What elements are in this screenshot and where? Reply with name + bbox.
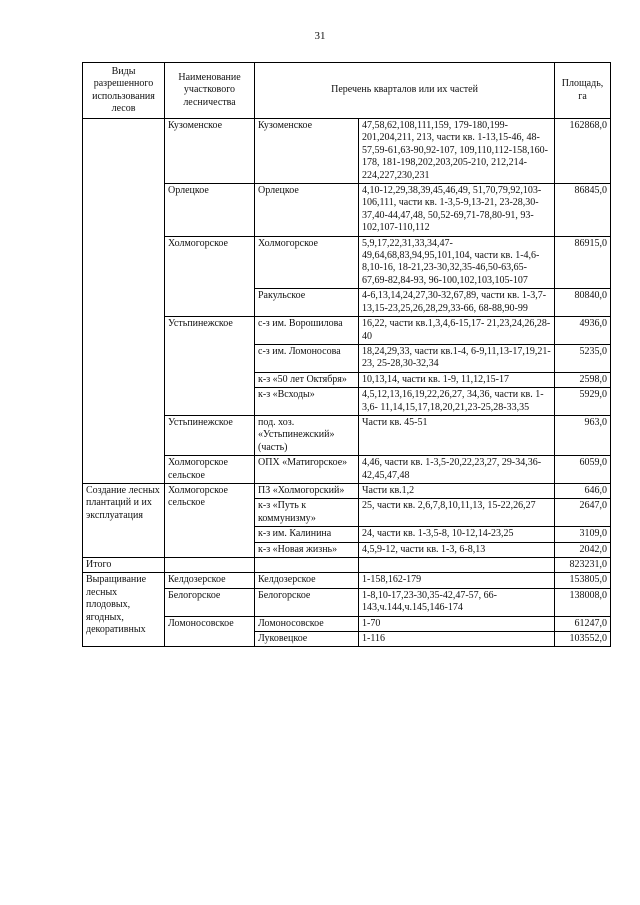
quarters-cell: 24, части кв. 1-3,5-8, 10-12,14-23,25 <box>359 527 555 542</box>
sub-forestry-cell: Ломоносовское <box>255 616 359 631</box>
total-area: 823231,0 <box>555 558 611 573</box>
sub-forestry-cell: под. хоз. «Устьпинежский» (часть) <box>255 415 359 455</box>
forestry-cell: Келдозерское <box>165 573 255 588</box>
area-cell: 86915,0 <box>555 236 611 289</box>
quarters-cell: 47,58,62,108,111,159, 179-180,199-201,204,211, 213, части кв. 1-13,15-46, 48-57,59-61,63-90,92-107, 109,110,112-158,160-178, 181-198,202,203,205-210, 212,214-224,227,230,231 <box>359 119 555 184</box>
quarters-cell: 1-158,162-179 <box>359 573 555 588</box>
table-row <box>83 573 611 588</box>
quarters-cell: 4,46, части кв. 1-3,5-20,22,23,27, 29-34,36-42,45,47,48 <box>359 456 555 484</box>
sub-forestry-cell: к-з им. Калинина <box>255 527 359 542</box>
area-cell: 2042,0 <box>555 542 611 557</box>
forestry-cell: Орлецкое <box>165 184 255 237</box>
forestry-cell: Ломоносовское <box>165 616 255 647</box>
sub-forestry-cell: к-з «50 лет Октября» <box>255 372 359 387</box>
forestry-cell: Холмогорское сельское <box>165 456 255 484</box>
quarters-cell: Части кв. 45-51 <box>359 415 555 455</box>
forestry-cell: Холмогорское сельское <box>165 483 255 557</box>
area-cell: 4936,0 <box>555 317 611 345</box>
quarters-cell: 18,24,29,33, части кв.1-4, 6-9,11,13-17,19,21-23, 25-28,30-32,34 <box>359 344 555 372</box>
header-area: Площадь, га <box>555 63 611 119</box>
header-forestry: Наименование участкового лесничества <box>165 63 255 119</box>
table-row <box>83 119 611 184</box>
quarters-cell: 4,5,9-12, части кв. 1-3, 6-8,13 <box>359 542 555 557</box>
sub-forestry-cell: к-з «Новая жизнь» <box>255 542 359 557</box>
sub-forestry-cell: Белогорское <box>255 588 359 616</box>
sub-forestry-cell: Келдозерское <box>255 573 359 588</box>
sub-forestry-cell: к-з «Всходы» <box>255 388 359 416</box>
quarters-cell: 16,22, части кв.1,3,4,6-15,17- 21,23,24,26,28-40 <box>359 317 555 345</box>
table-row <box>83 483 611 498</box>
area-cell: 2598,0 <box>555 372 611 387</box>
sub-forestry-cell: к-з «Путь к коммунизму» <box>255 499 359 527</box>
forestry-cell: Кузоменское <box>165 119 255 184</box>
forest-use-table <box>82 62 611 647</box>
use-type-cell: Выращивание лесных плодовых, ягодных, декоративных <box>83 573 165 647</box>
sub-forestry-cell: ПЗ «Холмогорский» <box>255 483 359 498</box>
area-cell: 86845,0 <box>555 184 611 237</box>
area-cell: 646,0 <box>555 483 611 498</box>
sub-forestry-cell: Луковецкое <box>255 632 359 647</box>
sub-forestry-cell: ОПХ «Матигорское» <box>255 456 359 484</box>
page-number: 31 <box>314 30 326 42</box>
header-quarters: Перечень кварталов или их частей <box>255 63 555 119</box>
quarters-cell: 1-8,10-17,23-30,35-42,47-57, 66-143,ч.144,ч.145,146-174 <box>359 588 555 616</box>
use-type-cell: Создание лесных плантаций и их эксплуатация <box>83 483 165 557</box>
forestry-cell: Холмогорское <box>165 236 255 316</box>
quarters-cell: Части кв.1,2 <box>359 483 555 498</box>
area-cell: 963,0 <box>555 415 611 455</box>
sub-forestry-cell: Холмогорское <box>255 236 359 289</box>
area-cell: 138008,0 <box>555 588 611 616</box>
area-cell: 80840,0 <box>555 289 611 317</box>
area-cell: 6059,0 <box>555 456 611 484</box>
forestry-cell: Устьпинежское <box>165 415 255 455</box>
sub-forestry-cell: Кузоменское <box>255 119 359 184</box>
total-label: Итого <box>83 558 165 573</box>
quarters-cell: 5,9,17,22,31,33,34,47- 49,64,68,83,94,95,101,104, части кв. 1-4,6-8,10-16, 18-21,23-30,32,35-46,50-63,65- 67,69-82,84-93, 96-100,102,103,105-107 <box>359 236 555 289</box>
area-cell: 153805,0 <box>555 573 611 588</box>
area-cell: 5235,0 <box>555 344 611 372</box>
quarters-cell: 4,10-12,29,38,39,45,46,49, 51,70,79,92,103-106,111, части кв. 1-3,5-9,13-21, 23-28,30-37,40-44,47,48, 50,52-69,71-78,80-91, 93-102,107-110,112 <box>359 184 555 237</box>
quarters-cell: 10,13,14, части кв. 1-9, 11,12,15-17 <box>359 372 555 387</box>
area-cell: 162868,0 <box>555 119 611 184</box>
sub-forestry-cell: с-з им. Ворошилова <box>255 317 359 345</box>
sub-forestry-cell: Орлецкое <box>255 184 359 237</box>
area-cell: 103552,0 <box>555 632 611 647</box>
area-cell: 61247,0 <box>555 616 611 631</box>
quarters-cell: 1-70 <box>359 616 555 631</box>
area-cell: 5929,0 <box>555 388 611 416</box>
table-header-row <box>83 63 611 119</box>
sub-forestry-cell: Ракульское <box>255 289 359 317</box>
quarters-cell: 4-6,13,14,24,27,30-32,67,89, части кв. 1-3,7-13,15-23,25,26,28,29,33-66, 68-88,90-99 <box>359 289 555 317</box>
quarters-cell: 25, части кв. 2,6,7,8,10,11,13, 15-22,26,27 <box>359 499 555 527</box>
forestry-cell: Белогорское <box>165 588 255 616</box>
use-type-cell <box>83 119 165 484</box>
quarters-cell: 4,5,12,13,16,19,22,26,27, 34,36, части кв. 1-3,6- 11,14,15,17,18,20,21,23-25,28-33,35 <box>359 388 555 416</box>
area-cell: 2647,0 <box>555 499 611 527</box>
sub-forestry-cell: с-з им. Ломоносова <box>255 344 359 372</box>
header-use-type: Виды разрешенного использования лесов <box>83 63 165 119</box>
total-row <box>83 558 611 573</box>
quarters-cell: 1-116 <box>359 632 555 647</box>
forestry-cell: Устьпинежское <box>165 317 255 416</box>
area-cell: 3109,0 <box>555 527 611 542</box>
